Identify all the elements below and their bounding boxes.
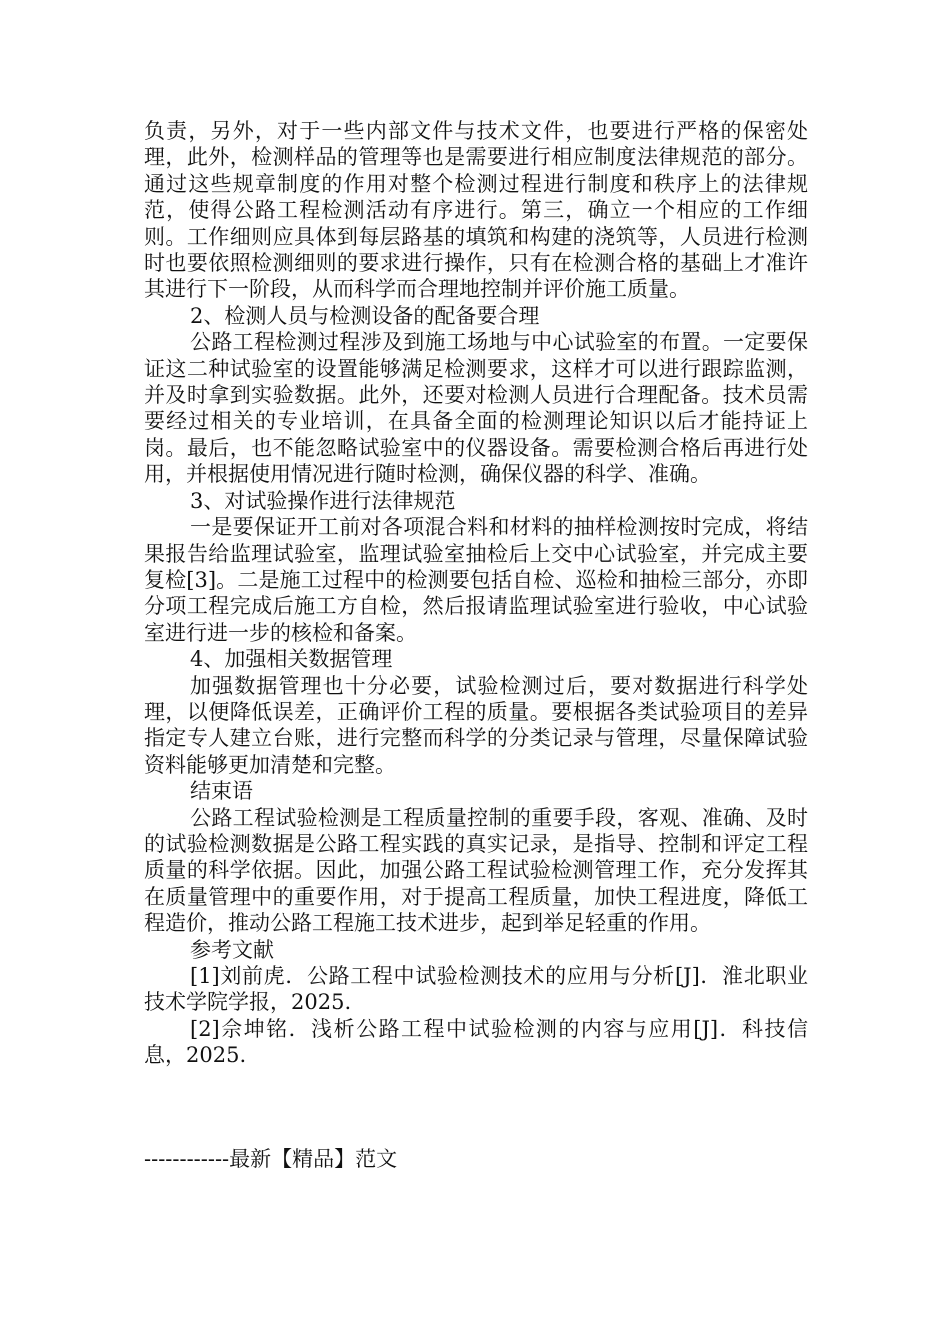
section-heading-2: 2、检测人员与检测设备的配备要合理 [190,303,540,328]
reference-item: [2]佘坤铭．浅析公路工程中试验检测的内容与应用[J]．科技信息，2025. [144,1016,808,1068]
paragraph: 一是要保证开工前对各项混合料和材料的抽样检测按时完成，将结果报告给监理试验室，监理试验室抽检后上交中心试验室，并完成主要复检[3]。二是施工过程中的检测要包括自检、巡检和抽检三部分，亦即分项工程完成后施工方自检，然后报请监理试验室进行验收，中心试验室进行进一步的核检和备案。 [144,515,808,645]
document-body [144,118,808,1069]
paragraph: 公路工程试验检测是工程质量控制的重要手段，客观、准确、及时的试验检测数据是公路工程实践的真实记录，是指导、控制和评定工程质量的科学依据。因此，加强公路工程试验检测管理工作，充分发挥其在质量管理中的重要作用，对于提高工程质量，加快工程进度，降低工程造价，推动公路工程施工技术进步，起到举足轻重的作用。 [144,805,808,936]
reference-item: [1]刘前虎．公路工程中试验检测技术的应用与分析[J]．淮北职业技术学院学报，2025. [144,964,808,1015]
references-heading: 参考文献 [190,937,274,962]
section-heading-3: 3、对试验操作进行法律规范 [190,488,456,513]
section-heading-4: 4、加强相关数据管理 [190,647,393,672]
paragraph: 公路工程检测过程涉及到施工场地与中心试验室的布置。一定要保证这二种试验室的设置能够满足检测要求，这样才可以进行跟踪监测，并及时拿到实验数据。此外，还要对检测人员进行合理配备。技术员需要经过相关的专业培训，在具备全面的检测理论知识以后才能持证上岗。最后，也不能忽略试验室中的仪器设备。需要检测合格后再进行处用，并根据使用情况进行随时检测，确保仪器的科学、准确。 [144,330,808,487]
conclusion-heading: 结束语 [190,779,253,804]
page-footer: ------------最新【精品】范文 [144,1147,398,1171]
paragraph: 加强数据管理也十分必要，试验检测过后，要对数据进行科学处理，以便降低误差，正确评价工程的质量。要根据各类试验项目的差异指定专人建立台账，进行完整而科学的分类记录与管理，尽量保障试验资料能够更加清楚和完整。 [144,673,808,777]
paragraph-continued: 负责，另外，对于一些内部文件与技术文件，也要进行严格的保密处理，此外，检测样品的管理等也是需要进行相应制度法律规范的部分。通过这些规章制度的作用对整个检测过程进行制度和秩序上的法律规范，使得公路工程检测活动有序进行。第三，确立一个相应的工作细则。工作细则应具体到每层路基的填筑和构建的浇筑等，人员进行检测时也要依照检测细则的要求进行操作，只有在检测合格的基础上才准许其进行下一阶段，从而科学而合理地控制并评价施工质量。 [144,119,808,302]
